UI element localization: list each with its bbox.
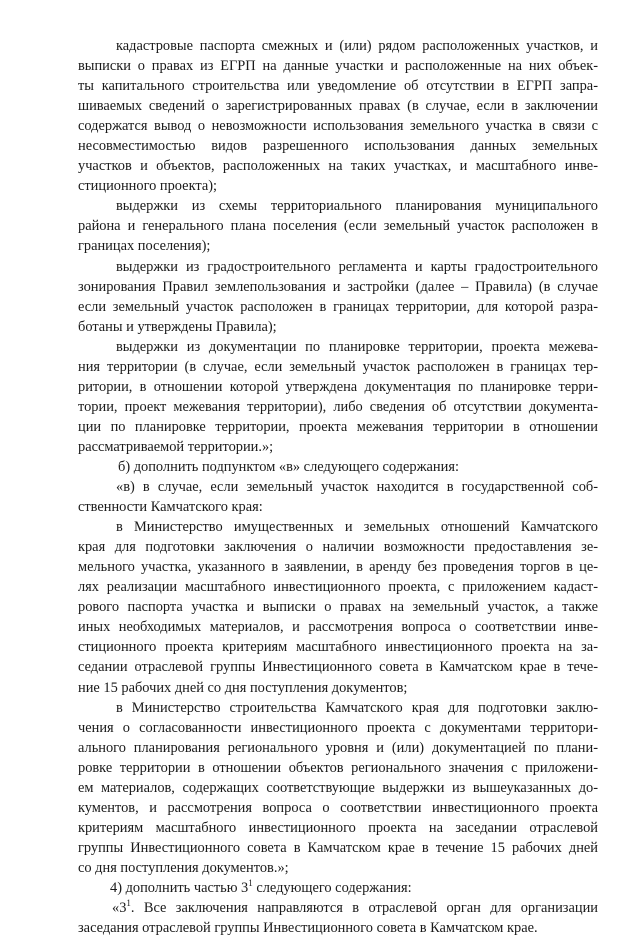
text-line: ровке территории в отношении объектов регионального значения с приложени- — [78, 759, 598, 776]
text-line: ния территории (в случае, если земельный участок расположен в границах тер- — [78, 358, 598, 375]
text-line: края для подготовки заключения о наличии возможности предоставления зе- — [78, 539, 598, 556]
text-line: лях реализации масштабного инвестиционного проекта, с приложением кадаст- — [78, 579, 598, 596]
text-line: выдержки из документации по планировке территории, проекта межева- — [116, 338, 598, 355]
text-line: ритории, в отношении которой утверждена документация по планировке терри- — [78, 378, 598, 395]
text-line: ственности Камчатского края: — [78, 499, 263, 516]
text-line: стиционного проекта критериям масштабного инвестиционного проекта на за- — [78, 639, 598, 656]
text-line: со дня поступления документов.»; — [78, 859, 289, 876]
text-line: группы Инвестиционного совета в Камчатском крае в течение 15 рабочих дней — [78, 839, 598, 856]
text-line: зонирования Правил землепользования и застройки (далее – Правила) (в случае — [78, 278, 598, 295]
document-page — [78, 36, 598, 938]
text-line: ние 15 рабочих дней со дня поступления документов; — [78, 679, 408, 696]
text-line: в Министерство строительства Камчатского края для подготовки заклю- — [116, 699, 598, 716]
text-line: критериям масштабного инвестиционного проекта на заседании отраслевой — [78, 819, 598, 836]
text-line: содержатся вывод о невозможности использования земельного участка в связи с — [78, 118, 598, 135]
text-fragment: . Все заключения направляются в отраслевой орган для организации — [130, 900, 598, 917]
text-fragment: «3 — [112, 900, 127, 917]
text-line: в Министерство имущественных и земельных отношений Камчатского — [116, 519, 598, 536]
text-line: кадастровые паспорта смежных и (или) рядом расположенных участков, и — [116, 38, 598, 54]
text-line: выдержки из схемы территориального планирования муниципального — [116, 198, 598, 215]
text-line: рового паспорта участка и выписки о правах на земельный участок, а также — [78, 599, 598, 616]
text-line: района и генерального плана поселения (если земельный участок расположен в — [78, 218, 598, 235]
text-line: «в) в случае, если земельный участок находится в государственной соб- — [116, 479, 598, 496]
text-line: седании отраслевой группы Инвестиционного совета в Камчатском крае в тече- — [78, 659, 598, 676]
text-line: выдержки из градостроительного регламента и карты градостроительного — [116, 258, 598, 275]
text-line: ции по планировке территории, проекта межевания территории в отношении — [78, 418, 598, 435]
text-line: если земельный участок расположен в границах территории, для которой разра- — [78, 298, 598, 315]
text-line: заседания отраслевой группы Инвестиционного совета в Камчатском крае. — [78, 920, 538, 937]
part-heading-line — [78, 878, 598, 898]
text-line: шиваемых сведений о зарегистрированных правах (в случае, если в заключении — [78, 98, 598, 115]
text-fragment: 4) дополнить частью 3 — [110, 879, 249, 896]
text-line: рассматриваемой территории.»; — [78, 438, 274, 455]
text-line: тории, проект межевания территории), либо сведения об отсутствии документа- — [78, 398, 598, 415]
text-line: ботаны и утверждены Правила); — [78, 318, 277, 335]
quote-line — [78, 898, 598, 918]
text-line: выписки о правах из ЕГРП на данные участки и расположенные на них объек- — [78, 58, 598, 75]
text-line: ем материалов, содержащих соответствующие выдержки из вышеуказанных до- — [78, 779, 598, 796]
text-line: стиционного проекта); — [78, 178, 218, 195]
text-line: участков и объектов, расположенных на таких участках, и масштабного инве- — [78, 158, 598, 175]
text-line: иных необходимых материалов, и рассмотрения вопроса о соответствии инве- — [78, 619, 598, 636]
text-line: кументов, и рассмотрения вопроса о соответствии инвестиционного проекта — [78, 799, 598, 816]
text-line: чения о согласованности инвестиционного проекта с документами территори- — [78, 719, 598, 736]
text-line: мельного участка, указанного в заявлении, в аренду без проведения торгов в це- — [78, 559, 598, 576]
text-line: ты капитального строительства или уведомление об отсутствии в ЕГРП запра- — [78, 78, 598, 95]
superscript: 1 — [126, 898, 131, 909]
text-line: ального планирования регионального уровня и (или) документацией по плани- — [78, 739, 598, 756]
text-fragment: следующего содержания: — [252, 879, 412, 896]
text-line: несовместимостью видов разрешенного использования данных земельных — [78, 138, 598, 155]
superscript: 1 — [248, 877, 253, 888]
text-line: б) дополнить подпунктом «в» следующего содержания: — [118, 458, 459, 475]
text-line: границах поселения); — [78, 238, 211, 255]
